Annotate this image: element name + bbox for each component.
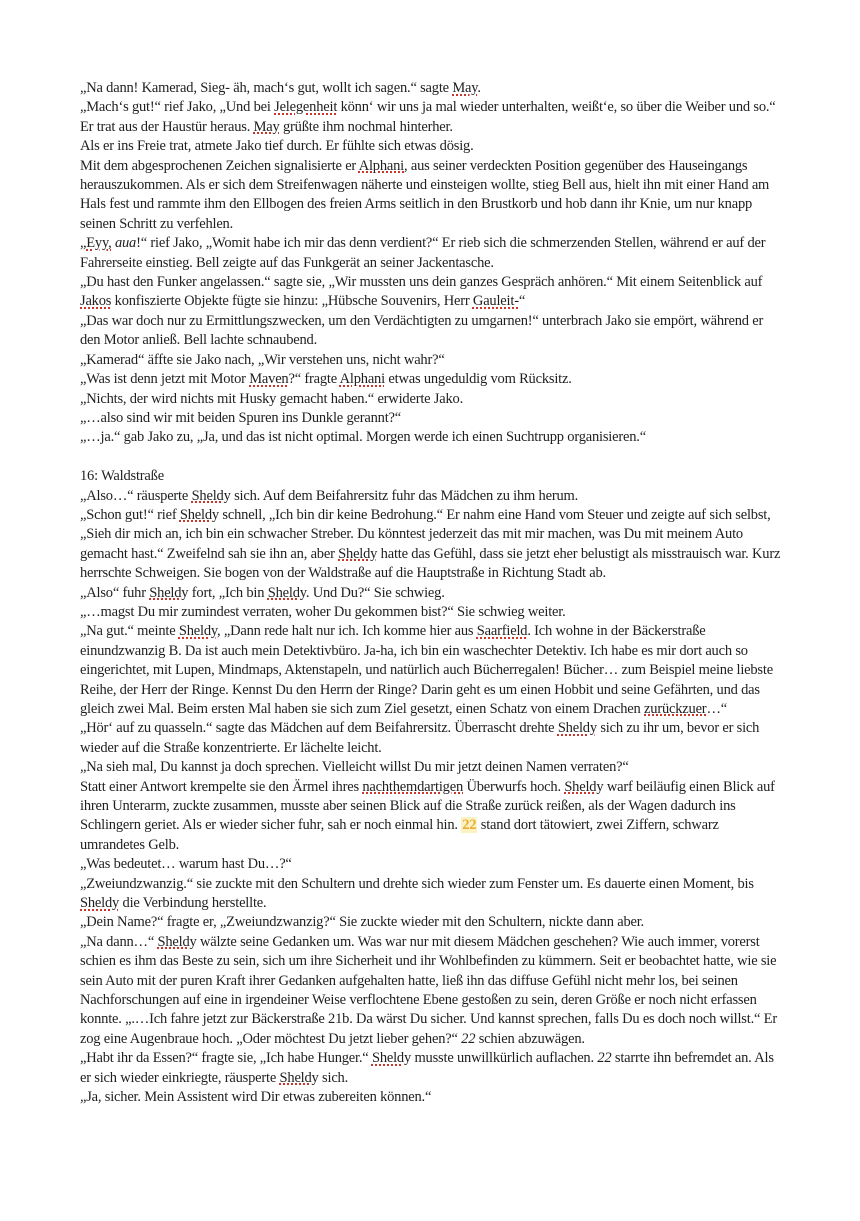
- misspelled-word: Sheldy: [279, 1069, 319, 1086]
- text-run: „…magst Du mir zumindest verraten, woher Du gekommen bist?“ Sie schwieg weiter.: [80, 603, 566, 620]
- misspelled-word: Sheldy: [191, 487, 231, 504]
- text-run: „Na dann! Kamerad, Sieg- äh, mach‘s gut, wollt ich sagen.“ sagte: [80, 80, 453, 96]
- paragraph: [80, 390, 782, 409]
- paragraph: [80, 933, 782, 1049]
- misspelled-word: Sheldy: [557, 720, 597, 737]
- text-run: die Verbindung herstellte.: [119, 895, 267, 912]
- text-run: !“ rief Jako, „Womit habe ich mir das denn verdient?“ Er rieb sich die schmerzenden Stellen, während er auf der Fahrerseite einstieg. Bell zeigte auf das Funkgerät an seiner Jackentasche.: [80, 235, 766, 271]
- text-run: …“: [706, 700, 727, 717]
- chapter-heading: [80, 467, 782, 486]
- paragraph: [80, 234, 782, 273]
- text-run: Mit dem abgesprochenen Zeichen signalisierte er: [80, 157, 359, 174]
- paragraph: [80, 875, 782, 914]
- text-run: könn‘ wir uns ja mal wieder unterhalten, weißt‘e, so über die Weiber und so.“ Er trat aus der Haustür heraus.: [80, 99, 776, 135]
- text-run: „Na dann…“: [80, 933, 158, 950]
- misspelled-word: nachthemdartigen: [362, 778, 464, 795]
- paragraph: [80, 584, 782, 603]
- paragraph: [80, 98, 782, 137]
- paragraph: [80, 487, 782, 506]
- misspelled-word: May: [253, 118, 280, 135]
- text-run: „Was bedeutet… warum hast Du…?“: [80, 856, 292, 873]
- blank-line: [80, 448, 782, 467]
- paragraph: [80, 409, 782, 428]
- text-run: .: [477, 80, 481, 96]
- misspelled-word: Saarfield: [476, 623, 528, 640]
- paragraph: [80, 157, 782, 235]
- text-run: „Was ist denn jetzt mit Motor: [80, 371, 250, 388]
- misspelled-word: Sheldy: [157, 933, 197, 950]
- text-run: „…ja.“ gab Jako zu, „Ja, und das ist nicht optimal. Morgen werde ich einen Suchtrupp organisieren.“: [80, 429, 646, 446]
- text-run: “: [518, 293, 526, 310]
- paragraph: [80, 603, 782, 622]
- text-run: , aus seiner verdeckten Position gegenüber des Hauseingangs herauszukommen. Als er sich dem Streifenwagen näherte und einsteigen wollte, stieg Bell aus, hielt ihn mit einer Hand am Hals fest und rammte ihm den Ellbogen des freien Arms seitlich in den Brustkorb und hob dann ihr Knie, um nur knapp seinen Schritt zu verfehlen.: [80, 157, 770, 232]
- text-run: fort, „Ich bin: [188, 584, 268, 601]
- misspelled-word: Alphani: [358, 157, 405, 174]
- misspelled-word: Sheldy: [179, 506, 219, 523]
- text-run: . Und Du?“ Sie schwieg.: [305, 584, 445, 601]
- paragraph: [80, 1049, 782, 1088]
- misspelled-word: Jakos: [80, 293, 112, 310]
- text-run: wälzte seine Gedanken um. Was war nur mit diesem Mädchen geschehen? Wie auch immer, vorerst schien es ihm das Beste zu sein, sich um ihre Sicherheit und ihr Wohlbefinden zu kümmern. Seit er beobachtet hatte, wie sie sein Auto mit der puren Kraft ihrer Gedanken aufgehalten hatte, ließ ihn das diffuse Gefühl nicht mehr los, bei seinen Nachforschungen auf eine in irgendeiner Weise verflochtene Ebene gestoßen zu sein, deren Größe er noch nicht erfassen konnte. „.…Ich fahre jetzt zur Bäckerstraße 21b. Da wärst Du sicher. Und kannst sprechen, falls Du es doch noch willst.“ Er zog eine Augenbraue hoch. „Oder möchtest Du jetzt lieber gehen?“: [80, 933, 777, 1047]
- paragraph: [80, 1088, 782, 1107]
- misspelled-word: Gauleit-: [472, 293, 519, 310]
- misspelled-word: Sheldy: [149, 584, 189, 601]
- text-run: „Kamerad“ äffte sie Jako nach, „Wir verstehen uns, nicht wahr?“: [80, 351, 445, 368]
- paragraph: [80, 137, 782, 156]
- text-run: „Ja, sicher. Mein Assistent wird Dir etwas zubereiten können.“: [80, 1089, 432, 1106]
- misspelled-word: Sheldy: [564, 778, 604, 795]
- text-run: „Also…“ räusperte: [80, 487, 192, 504]
- text-run: „…also sind wir mit beiden Spuren ins Dunkle gerannt?“: [80, 409, 402, 426]
- paragraph: [80, 855, 782, 874]
- text-run: etwas ungeduldig vom Rücksitz.: [384, 371, 572, 388]
- text-run: . Ich wohne in der Bäckerstraße einundzwanzig B. Da ist auch mein Detektivbüro. Ja-ha, ich bin ein waschechter Detektiv. Ich habe es mir dort auch so eingerichtet, mit Lupen, Mindmaps, Aktenstapeln, und natürlich auch Bücherregalen! Bücher… zum Beispiel meine liebste Reihe, der Herr der Ringe. Kennst Du den Herrn der Ringe? Darin geht es um einen Hobbit und seine Gefährten, und das gleich zwei Mal. Beim ersten Mal haben sie sich zum Ziel gesetzt, einen Schatz von einem Drachen: [80, 623, 773, 717]
- paragraph: [80, 351, 782, 370]
- text-run: „Du hast den Funker angelassen.“ sagte sie, „Wir mussten uns dein ganzes Gespräch anhören.“ Mit einem Seitenblick auf: [80, 274, 763, 291]
- misspelled-word: Sheldy: [338, 545, 378, 562]
- text-run: musste unwillkürlich auflachen.: [411, 1050, 598, 1067]
- text-run: „Zweiundzwanzig.“ sie zuckte mit den Schultern und drehte sich wieder zum Fenster um. Es dauerte einen Moment, bis: [80, 875, 754, 892]
- text-run: starrte ihn befremdet an. Als er sich wieder einkriegte, räusperte: [80, 1050, 774, 1086]
- paragraph: [80, 622, 782, 719]
- paragraph: [80, 506, 782, 584]
- text-run: schnell, „Ich bin dir keine Bedrohung.“ Er nahm eine Hand vom Steuer und zeigte auf sich selbst, „Sieh dir mich an, ich bin ein schwacher Streber. Du könntest jederzeit das mit mir machen, was Du mit meinem Auto gemacht hast.“ Zweifelnd sah sie ihn an, aber: [80, 506, 771, 562]
- misspelled-word: Maven: [249, 371, 289, 388]
- text-run: konfiszierte Objekte fügte sie hinzu: „Hübsche Souvenirs, Herr: [111, 293, 473, 310]
- text-run: sich. Auf dem Beifahrersitz fuhr das Mädchen zu ihm herum.: [230, 487, 579, 504]
- misspelled-word: Jelegenheit: [274, 99, 338, 116]
- misspelled-word: May: [452, 80, 478, 96]
- paragraph: [80, 273, 782, 312]
- text-run: „Dein Name?“ fragte er, „Zweiundzwanzig?“ Sie zuckte wieder mit den Schultern, nickte dann aber.: [80, 914, 644, 931]
- text-run: sich.: [318, 1069, 349, 1086]
- text-run: „Na gut.“ meinte: [80, 623, 179, 640]
- text-run: 16: Waldstraße: [80, 468, 164, 485]
- paragraph: [80, 370, 782, 389]
- emphasis-text: 22: [461, 1030, 476, 1047]
- text-run: „Hör‘ auf zu quasseln.“ sagte das Mädchen auf dem Beifahrersitz. Überrascht drehte: [80, 720, 558, 737]
- emphasis-text: aua: [114, 235, 137, 252]
- text-run: „Nichts, der wird nichts mit Husky gemacht haben.“ erwiderte Jako.: [80, 390, 464, 407]
- text-run: „Habt ihr da Essen?“ fragte sie, „Ich habe Hunger.“: [80, 1050, 372, 1067]
- paragraph: [80, 758, 782, 777]
- misspelled-word: Alphani: [339, 371, 385, 388]
- text-run: „Also“ fuhr: [80, 584, 150, 601]
- misspelled-word: Eyy,: [86, 235, 112, 252]
- text-run: grüßte ihm nochmal hinterher.: [279, 118, 453, 135]
- text-run: sich zu ihr um, bevor er sich wieder auf die Straße konzentrierte. Er lächelte leicht.: [80, 720, 760, 756]
- paragraph: [80, 778, 782, 856]
- text-run: „Mach‘s gut!“ rief Jako, „Und bei: [80, 99, 275, 116]
- document-text-body[interactable]: [80, 79, 782, 1108]
- misspelled-word: Sheldy: [267, 584, 306, 601]
- text-run: ?“ fragte: [288, 371, 340, 388]
- paragraph: [80, 719, 782, 758]
- text-run: , „Dann rede halt nur ich. Ich komme hier aus: [217, 623, 477, 640]
- misspelled-word: Sheldy: [80, 895, 120, 912]
- misspelled-word: Sheldy: [178, 623, 218, 640]
- text-run: warf beiläufig einen Blick auf ihren Unterarm, zuckte zusammen, musste aber seinen Blick auf die Straße zurück reißen, als der Wagen dadurch ins Schlingern geriet. Als er wieder sicher fuhr, sah er noch einmal hin.: [80, 778, 775, 834]
- paragraph: [80, 79, 782, 98]
- emphasis-text: 22: [597, 1050, 612, 1067]
- text-run: Als er ins Freie trat, atmete Jako tief durch. Er fühlte sich etwas dösig.: [80, 138, 474, 155]
- text-run: „Das war doch nur zu Ermittlungszwecken, um den Verdächtigten zu umgarnen!“ unterbrach Jako sie empört, während er den Motor anließ. Bell lachte schnaubend.: [80, 312, 764, 349]
- misspelled-word: Sheldy: [371, 1050, 412, 1067]
- text-run: schien abzuwägen.: [475, 1030, 585, 1047]
- paragraph: [80, 428, 782, 447]
- text-run: „: [80, 235, 87, 252]
- text-run: Statt einer Antwort krempelte sie den Ärmel ihres: [80, 778, 363, 795]
- misspelled-word: zurückzuer: [644, 700, 707, 717]
- highlighted-number: 22: [462, 817, 477, 834]
- paragraph: [80, 312, 782, 351]
- text-run: „Schon gut!“ rief: [80, 506, 180, 523]
- text-run: hatte das Gefühl, dass sie jetzt eher belustigt als misstrauisch war. Kurz herrschte Schweigen. Sie bogen von der Waldstraße auf die Hauptstraße in Richtung Stadt ab.: [80, 545, 781, 582]
- text-run: Überwurfs hoch.: [463, 778, 565, 795]
- paragraph: [80, 913, 782, 932]
- text-run: stand dort tätowiert, zwei Ziffern, schwarz umrandetes Gelb.: [80, 817, 719, 853]
- text-run: „Na sieh mal, Du kannst ja doch sprechen. Vielleicht willst Du mir jetzt deinen Namen verraten?“: [80, 759, 629, 776]
